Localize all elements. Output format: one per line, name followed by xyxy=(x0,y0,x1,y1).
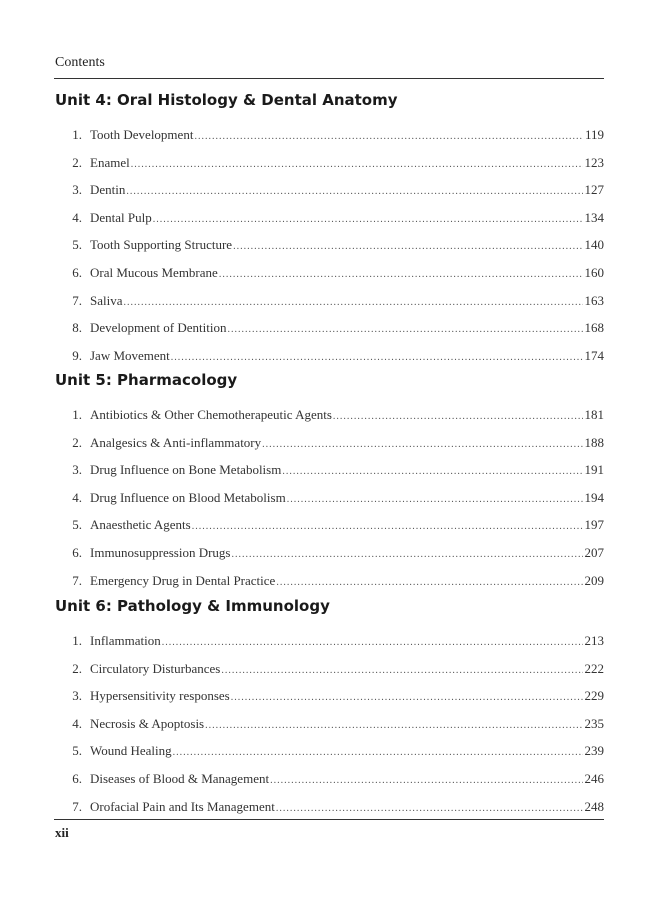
entry-number: 5. xyxy=(72,517,82,533)
dot-leader xyxy=(270,767,582,795)
unit-6-section xyxy=(55,595,604,820)
unit-4-section xyxy=(55,89,604,369)
toc-list xyxy=(55,627,604,820)
dot-leader xyxy=(171,344,583,372)
dot-leader xyxy=(262,431,582,459)
entry-page: 140 xyxy=(584,237,604,253)
entry-page: 191 xyxy=(584,462,604,478)
entry-page: 222 xyxy=(584,660,604,676)
entry-title: Immunosuppression Drugs xyxy=(90,544,231,560)
unit-title: Unit 4: Oral Histology & Dental Anatomy xyxy=(55,91,398,109)
entry-title: Oral Mucous Membrane xyxy=(90,264,218,280)
header-rule xyxy=(54,78,604,79)
toc-entry[interactable] xyxy=(55,793,604,821)
entry-page: 160 xyxy=(584,264,604,280)
unit-5-section xyxy=(55,369,604,594)
entry-title: Enamel xyxy=(90,154,130,170)
entry-number: 2. xyxy=(72,154,82,170)
entry-page: 188 xyxy=(584,434,604,450)
entry-number: 4. xyxy=(72,715,82,731)
entry-page: 163 xyxy=(584,292,604,308)
toc-entry[interactable] xyxy=(55,287,604,315)
entry-number: 6. xyxy=(72,264,82,280)
dot-leader xyxy=(287,486,583,514)
entry-number: 3. xyxy=(72,182,82,198)
entry-title: Dental Pulp xyxy=(90,209,152,225)
entry-number: 9. xyxy=(72,347,82,363)
dot-leader xyxy=(231,684,583,712)
entry-number: 2. xyxy=(72,434,82,450)
entry-page: 207 xyxy=(584,544,604,560)
entry-title: Emergency Drug in Dental Practice xyxy=(90,572,276,588)
entry-title: Diseases of Blood & Management xyxy=(90,770,270,786)
toc-entry[interactable] xyxy=(55,342,604,370)
entry-page: 248 xyxy=(584,798,604,814)
entry-title: Inflammation xyxy=(90,633,161,648)
unit-title: Unit 6: Pathology & Immunology xyxy=(55,597,330,615)
entry-number: 4. xyxy=(72,489,82,505)
entry-number: 3. xyxy=(72,462,82,478)
footer-rule xyxy=(54,819,604,820)
running-head: Contents xyxy=(55,55,105,70)
entry-title: Necrosis & Apoptosis xyxy=(90,715,205,731)
entry-number: 6. xyxy=(72,770,82,786)
toc-entry[interactable] xyxy=(55,149,604,177)
toc-list xyxy=(55,401,604,594)
entry-title: Tooth Development xyxy=(90,127,194,142)
toc-entry[interactable] xyxy=(55,765,604,793)
entry-title: Antibiotics & Other Chemotherapeutic Agents xyxy=(90,407,332,422)
entry-title: Drug Influence on Bone Metabolism xyxy=(90,462,282,478)
dot-leader xyxy=(153,206,583,234)
dot-leader xyxy=(233,233,582,261)
entry-title: Wound Healing xyxy=(90,743,172,759)
entry-page: 239 xyxy=(584,743,604,759)
entry-title: Dentin xyxy=(90,182,126,198)
entry-title: Jaw Movement xyxy=(90,347,170,363)
toc-entry[interactable] xyxy=(55,314,604,342)
toc-entry[interactable] xyxy=(55,259,604,287)
entry-title: Development of Dentition xyxy=(90,320,227,336)
entry-page: 229 xyxy=(584,688,604,704)
toc-entry[interactable] xyxy=(55,121,604,149)
entry-title: Tooth Supporting Structure xyxy=(90,237,233,253)
entry-page: 168 xyxy=(584,320,604,336)
toc-entry[interactable] xyxy=(55,567,604,595)
entry-number: 7. xyxy=(72,798,82,814)
dot-leader xyxy=(219,261,583,289)
dot-leader xyxy=(126,178,582,206)
toc-entry[interactable] xyxy=(55,710,604,738)
entry-page: 119 xyxy=(584,127,604,142)
toc-entry[interactable] xyxy=(55,682,604,710)
entry-number: 7. xyxy=(72,572,82,588)
entry-page: 127 xyxy=(584,182,604,198)
toc-entry[interactable] xyxy=(55,176,604,204)
entry-number: 8. xyxy=(72,320,82,336)
dot-leader xyxy=(124,289,583,317)
dot-leader xyxy=(227,316,582,344)
entry-number: 5. xyxy=(72,237,82,253)
entry-title: Anaesthetic Agents xyxy=(90,517,191,533)
dot-leader xyxy=(205,712,582,740)
unit-title: Unit 5: Pharmacology xyxy=(55,371,238,389)
dot-leader xyxy=(333,403,583,431)
entry-number: 4. xyxy=(72,209,82,225)
entry-title: Drug Influence on Blood Metabolism xyxy=(90,489,286,505)
entry-page: 123 xyxy=(584,154,604,170)
dot-leader xyxy=(162,629,583,657)
entry-page: 213 xyxy=(584,633,604,648)
dot-leader xyxy=(282,458,582,486)
entry-page: 246 xyxy=(584,770,604,786)
dot-leader xyxy=(194,123,583,151)
entry-title: Saliva xyxy=(90,292,123,308)
entry-page: 181 xyxy=(584,407,604,422)
entry-page: 134 xyxy=(584,209,604,225)
toc-entry[interactable] xyxy=(55,456,604,484)
entry-page: 235 xyxy=(584,715,604,731)
dot-leader xyxy=(173,739,583,767)
entry-page: 209 xyxy=(584,572,604,588)
entry-title: Circulatory Disturbances xyxy=(90,660,221,676)
entry-number: 1. xyxy=(72,633,82,648)
toc-entry[interactable] xyxy=(55,627,604,655)
entry-number: 6. xyxy=(72,544,82,560)
dot-leader xyxy=(131,151,583,179)
toc-entry[interactable] xyxy=(55,429,604,457)
entry-number: 1. xyxy=(72,127,82,142)
toc-entry[interactable] xyxy=(55,231,604,259)
entry-title: Analgesics & Anti-inflammatory xyxy=(90,434,262,450)
page-number: xii xyxy=(55,825,69,840)
entry-number: 1. xyxy=(72,407,82,422)
dot-leader xyxy=(231,541,582,569)
toc-entry[interactable] xyxy=(55,737,604,765)
entry-number: 3. xyxy=(72,688,82,704)
entry-title: Hypersensitivity responses xyxy=(90,688,230,704)
toc-entry[interactable] xyxy=(55,655,604,683)
toc-entry[interactable] xyxy=(55,484,604,512)
toc-entry[interactable] xyxy=(55,401,604,429)
entry-title: Orofacial Pain and Its Management xyxy=(90,798,275,814)
dot-leader xyxy=(192,513,583,541)
entry-number: 2. xyxy=(72,660,82,676)
dot-leader xyxy=(276,569,582,597)
entry-number: 5. xyxy=(72,743,82,759)
entry-number: 7. xyxy=(72,292,82,308)
toc-entry[interactable] xyxy=(55,204,604,232)
toc-entry[interactable] xyxy=(55,511,604,539)
entry-page: 174 xyxy=(584,347,604,363)
entry-page: 197 xyxy=(584,517,604,533)
toc-list xyxy=(55,121,604,369)
entry-page: 194 xyxy=(584,489,604,505)
toc-entry[interactable] xyxy=(55,539,604,567)
dot-leader xyxy=(221,657,582,685)
